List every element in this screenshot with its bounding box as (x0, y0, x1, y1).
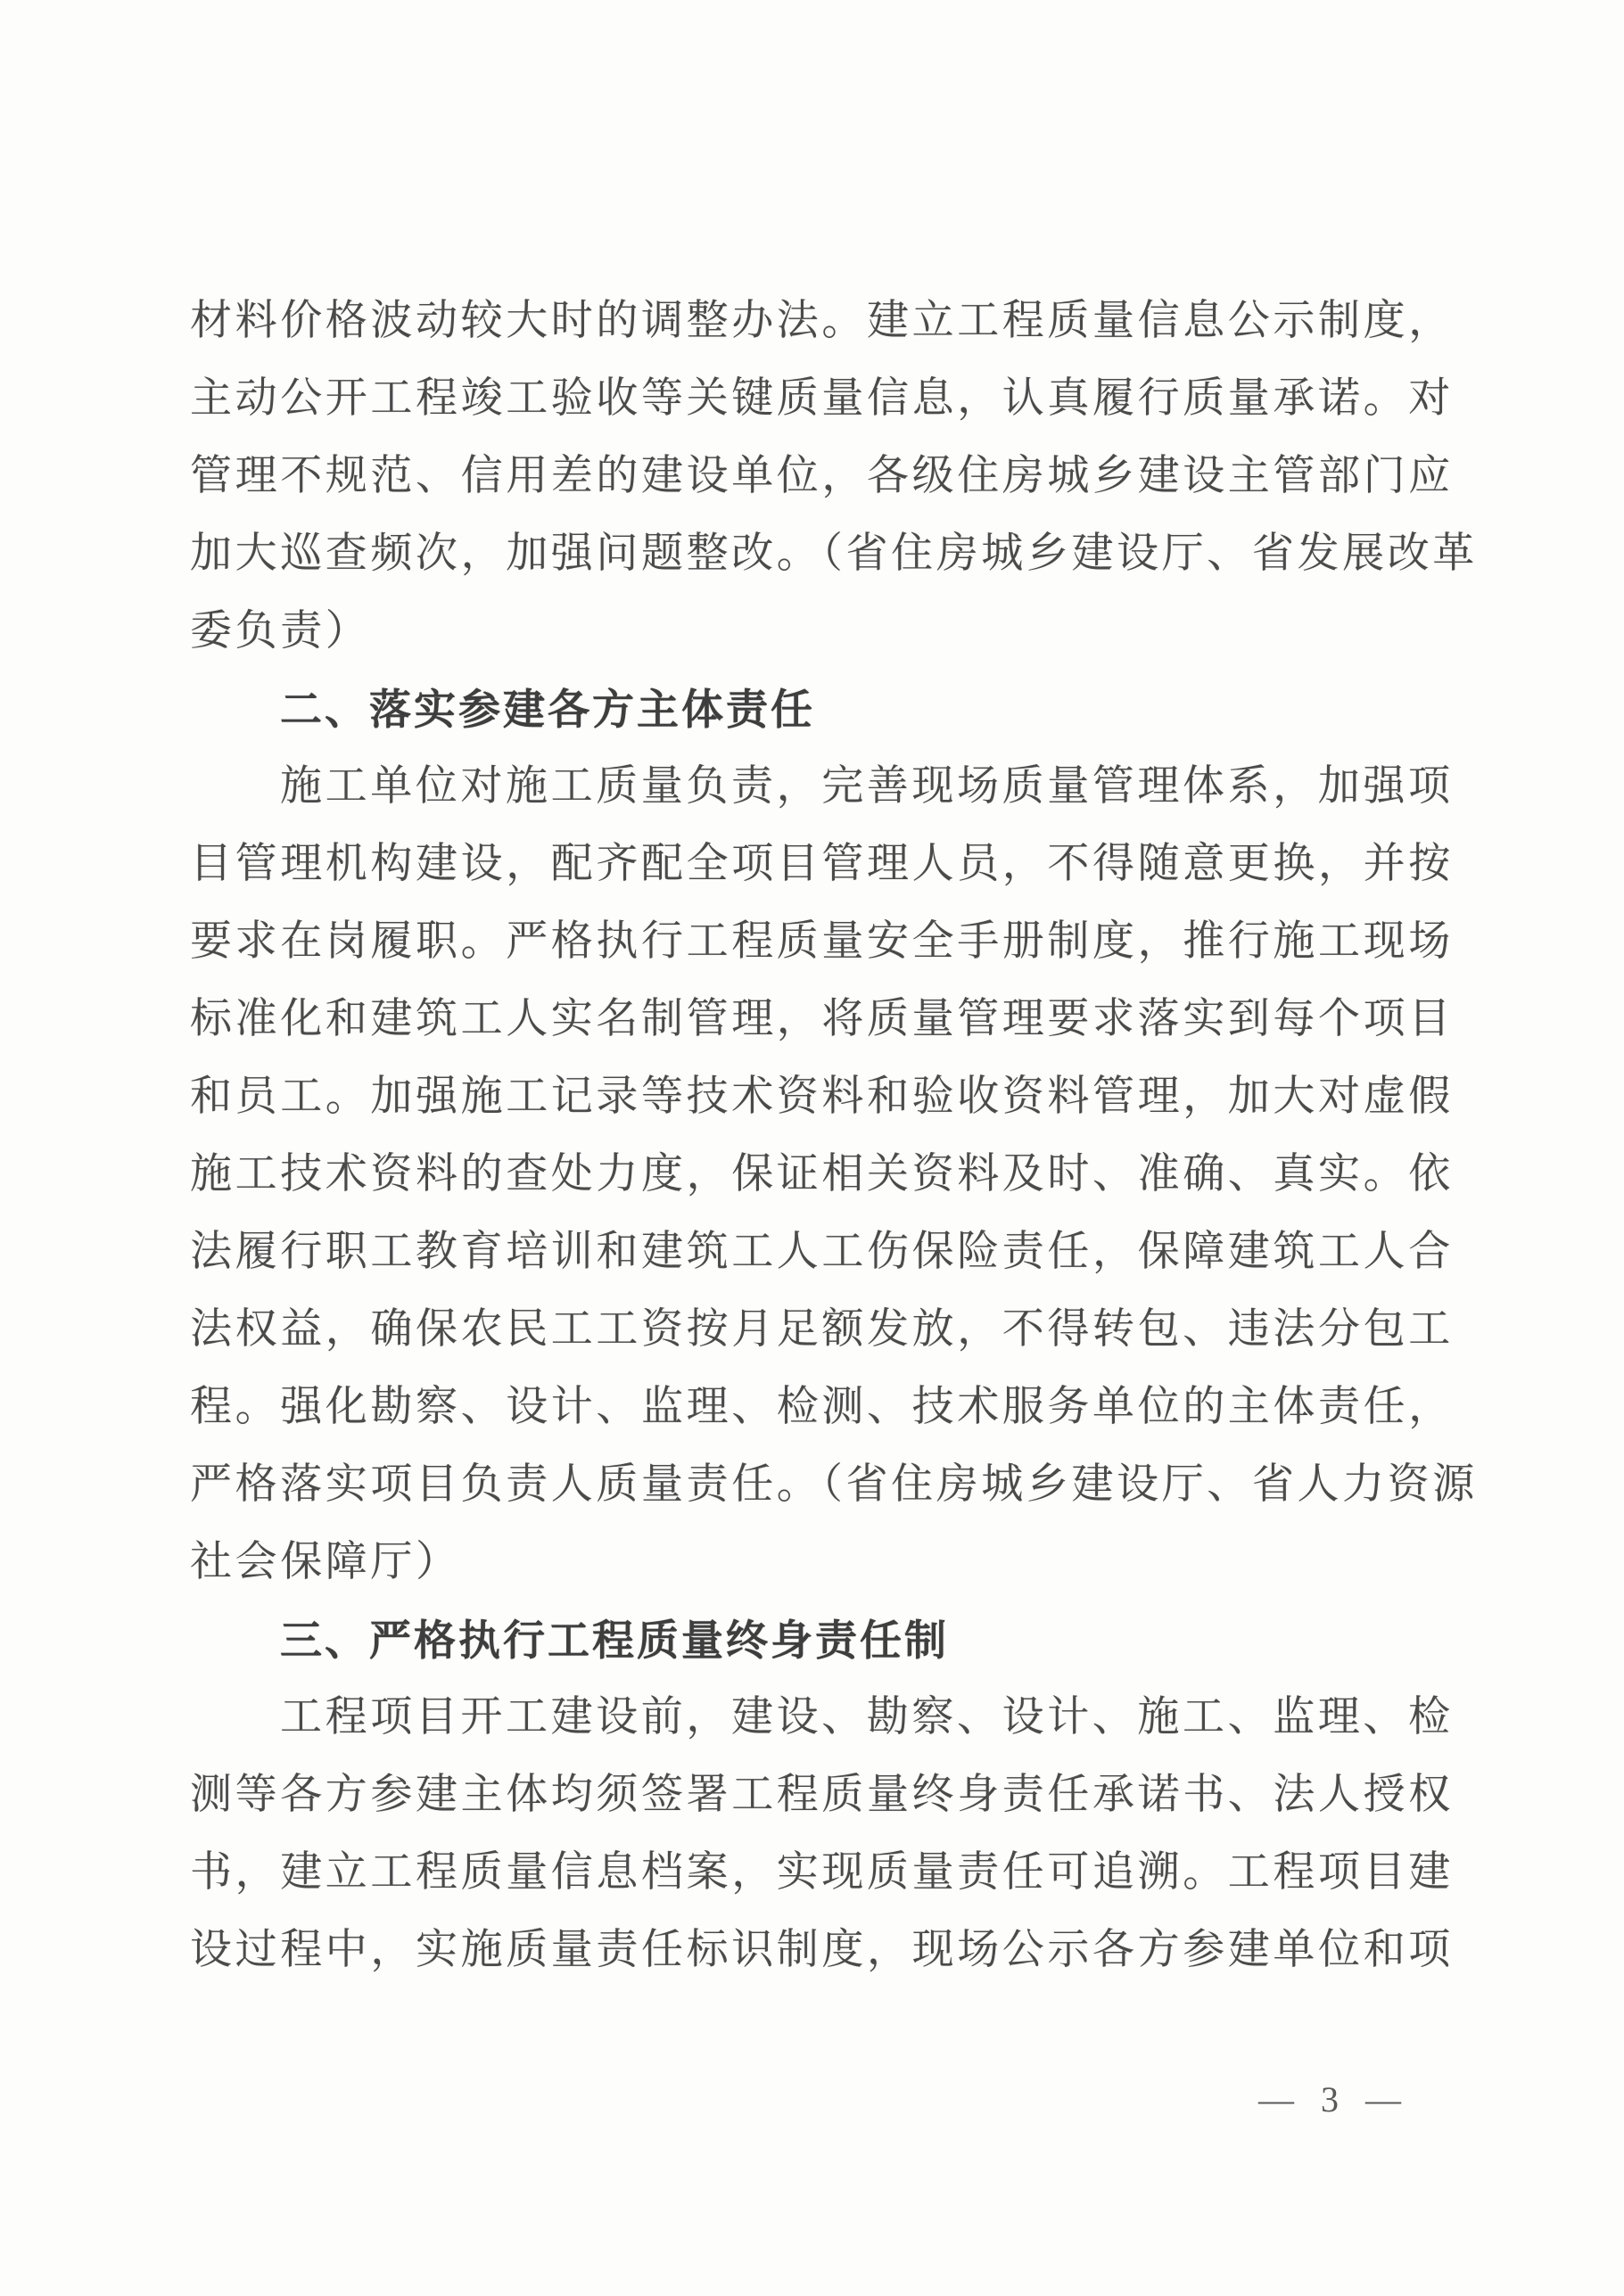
text-line: 测等各方参建主体均须签署工程质量终身责任承诺书、法人授权 (190, 1772, 1454, 1818)
text-line: 标准化和建筑工人实名制管理，将质量管理要求落实到每个项目 (190, 996, 1454, 1042)
text-line: 社会保障厅） (190, 1539, 461, 1585)
text-line: 程。强化勘察、设计、监理、检测、技术服务单位的主体责任， (190, 1384, 1454, 1430)
text-line: 目管理机构建设，配齐配全项目管理人员，不得随意更换，并按 (190, 841, 1454, 887)
text-line: 委负责） (190, 608, 371, 654)
text-line: 要求在岗履职。严格执行工程质量安全手册制度，推行施工现场 (190, 918, 1454, 965)
text-line: 法履行职工教育培训和建筑工人工伤保险责任，保障建筑工人合 (190, 1229, 1454, 1275)
text-line: 施工单位对施工质量负责，完善现场质量管理体系，加强项 (280, 763, 1454, 810)
text-line: 主动公开工程竣工验收等关键质量信息，认真履行质量承诺。对 (190, 375, 1454, 422)
section-heading: 二、落实参建各方主体责任 (280, 686, 815, 733)
text-line: 和员工。加强施工记录等技术资料和验收资料管理，加大对虚假 (190, 1074, 1454, 1120)
section-heading: 三、严格执行工程质量终身责任制 (280, 1617, 949, 1664)
text-line: 设过程中，实施质量责任标识制度，现场公示各方参建单位和项 (190, 1927, 1454, 1973)
document-body (190, 283, 1478, 1989)
text-line: 加大巡查频次，加强问题整改。（省住房城乡建设厅、省发展改革 (190, 531, 1478, 577)
text-line: 严格落实项目负责人质量责任。（省住房城乡建设厅、省人力资源 (190, 1461, 1478, 1508)
page-number: — 3 — (1258, 2079, 1410, 2119)
text-line: 材料价格波动较大时的调整办法。建立工程质量信息公示制度， (190, 298, 1454, 344)
text-line: 施工技术资料的查处力度，保证相关资料及时、准确、真实。依 (190, 1151, 1454, 1197)
text-line: 工程项目开工建设前，建设、勘察、设计、施工、监理、检 (280, 1694, 1454, 1741)
text-line: 管理不规范、信用差的建设单位，各级住房城乡建设主管部门应 (190, 453, 1454, 499)
text-line: 书，建立工程质量信息档案，实现质量责任可追溯。工程项目建 (190, 1849, 1454, 1896)
text-line: 法权益，确保农民工工资按月足额发放，不得转包、违法分包工 (190, 1306, 1454, 1353)
